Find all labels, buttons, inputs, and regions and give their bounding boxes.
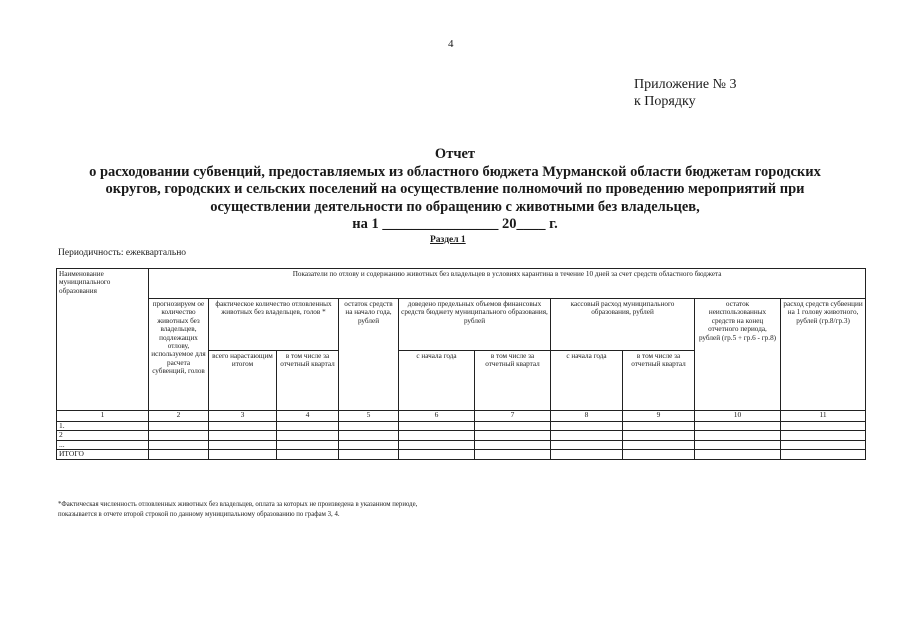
table-cell [781,450,866,459]
footnote-line-2: показывается в отчете второй строкой по данному муниципальному образованию по графам 3, 4. [58,511,340,518]
column-number: 4 [277,411,339,422]
section-label: Раздел 1 [430,235,466,245]
report-table [56,268,866,460]
column-number: 2 [149,411,209,422]
table-cell [695,440,781,449]
table-cell [781,431,866,440]
table-cell [339,440,399,449]
header-limits: доведено предельных объемов финансовых средств бюджету муниципального образования, рублей [399,299,551,351]
table-cell [149,431,209,440]
column-number: 11 [781,411,866,422]
header-cash-year: с начала года [551,351,623,411]
table-cell [623,422,695,431]
footnote [58,500,417,520]
table-cell [339,450,399,459]
header-per-animal: расход средств субвенции на 1 голову животного, рублей (гр.8/гр.3) [781,299,866,411]
appendix-line-2: к Порядку [634,94,696,109]
table-cell [695,431,781,440]
header-forecast: прогнозируем ое количество животных без владельцев, подлежащих отлову, используемое для расчета субвенций, голов [149,299,209,411]
report-subtitle-line-3: осуществлении деятельности по обращению с животными без владельцев, [210,198,700,215]
column-number: 5 [339,411,399,422]
table-cell [399,422,475,431]
table-cell [209,450,277,459]
header-indicators: Показатели по отлову и содержанию животных без владельцев в условиях карантина в течение 10 дней за счет средств областного бюджета [149,269,866,299]
table-cell [623,440,695,449]
report-subtitle-line-1: о расходовании субвенций, предоставляемых из областного бюджета Мурманской области бюджетам городских [89,163,821,180]
page-number: 4 [448,38,454,50]
table-cell [551,422,623,431]
table-cell [623,450,695,459]
table-row-total [57,450,866,459]
table-cell [399,440,475,449]
table-cell [781,422,866,431]
table-cell [551,440,623,449]
report-title: Отчет [434,146,476,162]
table-cell [209,440,277,449]
report-date-line: на 1 ________________ 20____ г. [352,216,558,232]
row-label: ИТОГО [57,450,149,459]
column-number-row [57,411,866,422]
table-cell [475,450,551,459]
table-cell [277,431,339,440]
table-cell [475,422,551,431]
row-label: 2 [57,431,149,440]
appendix-note [634,76,737,110]
table-cell [149,450,209,459]
report-subtitle-line-2: округов, городских и сельских поселений на осуществление полномочий по проведению мероприятий при [105,181,805,197]
column-number: 9 [623,411,695,422]
table-cell [551,431,623,440]
table-row [57,440,866,449]
table-cell [277,450,339,459]
table-cell [695,450,781,459]
header-cash: кассовый расход муниципального образования, рублей [551,299,695,351]
row-label: ... [57,440,149,449]
table-cell [475,431,551,440]
periodicity-label: Периодичность: ежеквартально [58,248,187,258]
table-cell [475,440,551,449]
header-balance-start: остаток средств на начало года, рублей [339,299,399,411]
header-limits-quarter: в том числе за отчетный квартал [475,351,551,411]
footnote-line-1: *Фактическая численность отловленных животных без владельцев, оплата за которых не произведена в указанном периоде, [58,501,418,508]
header-limits-year: с начала года [399,351,475,411]
table-cell [339,431,399,440]
table-cell [339,422,399,431]
table-cell [149,422,209,431]
table-cell [149,440,209,449]
table-cell [399,431,475,440]
table-cell [209,431,277,440]
table-cell [623,431,695,440]
table-cell [277,422,339,431]
column-number: 7 [475,411,551,422]
header-actual: фактическое количество отловленных животных без владельцев, голов * [209,299,339,351]
header-actual-quarter: в том числе за отчетный квартал [277,351,339,411]
header-unused: остаток неиспользованных средств на конец отчетного периода, рублей (гр.5 + гр.6 - гр.8) [695,299,781,411]
header-municipality: Наименование муниципального образования [57,269,149,411]
header-cash-quarter: в том числе за отчетный квартал [623,351,695,411]
table-cell [277,440,339,449]
column-number: 10 [695,411,781,422]
report-title-block [40,146,870,234]
table-cell [551,450,623,459]
table-cell [399,450,475,459]
appendix-line-1: Приложение № 3 [634,77,737,92]
table-cell [695,422,781,431]
row-label: 1. [57,422,149,431]
column-number: 3 [209,411,277,422]
table-cell [209,422,277,431]
header-actual-total: всего нарастающим итогом [209,351,277,411]
column-number: 8 [551,411,623,422]
column-number: 6 [399,411,475,422]
table-row [57,431,866,440]
table-row [57,422,866,431]
table-cell [781,440,866,449]
column-number: 1 [57,411,149,422]
